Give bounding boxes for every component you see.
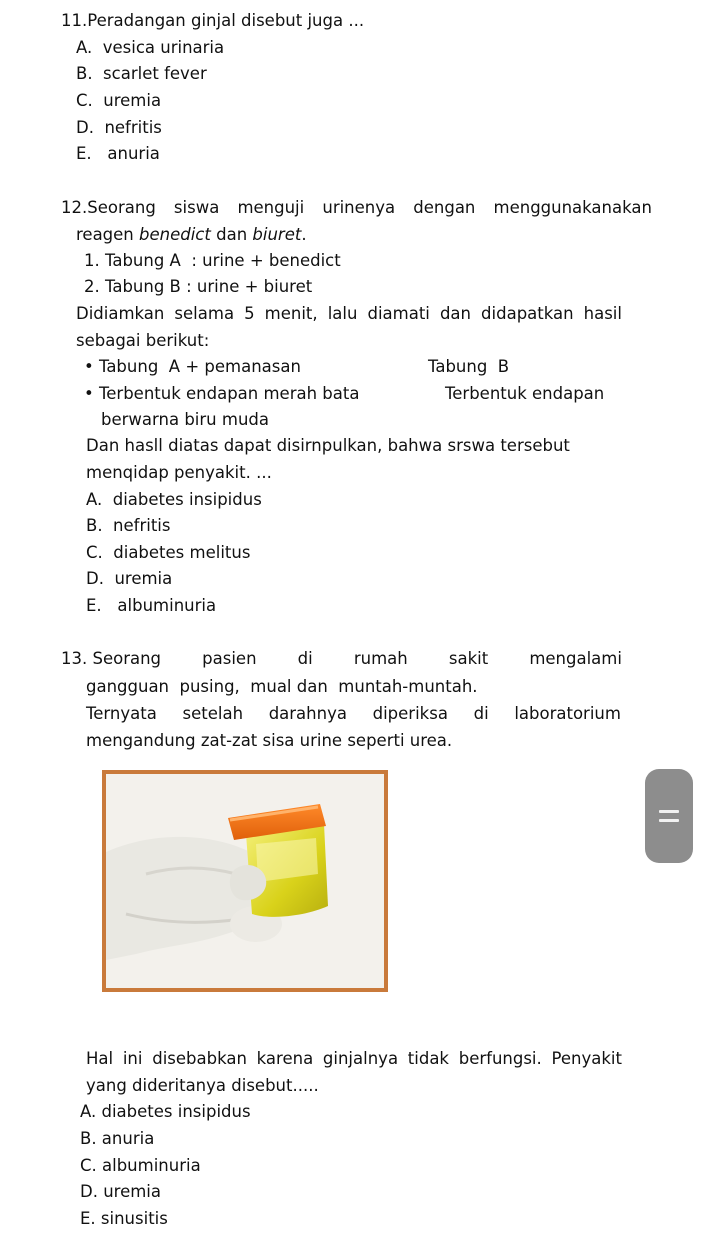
q11-option-b[interactable]: B. scarlet fever [76, 64, 207, 83]
word: siswa [173, 198, 220, 217]
word: dengan [413, 198, 476, 217]
word: karena [256, 1049, 314, 1068]
q13-after-line1 [86, 1048, 622, 1070]
grip-line [659, 819, 679, 822]
q13-stem-line3 [86, 703, 621, 725]
q13-option-a[interactable]: A. diabetes insipidus [80, 1102, 251, 1121]
word: tidak [407, 1049, 449, 1068]
word: Penyakit [551, 1049, 622, 1068]
q12-bullet2-cont: berwarna biru muda [101, 410, 269, 429]
q13-option-b[interactable]: B. anuria [80, 1129, 155, 1148]
word: menit, [264, 304, 318, 323]
reagent-benedict: benedict [139, 225, 211, 244]
q13-stem-line2: gangguan pusing, mual dan muntah-muntah. [86, 677, 478, 696]
word: ginjalnya [322, 1049, 399, 1068]
q12-option-b[interactable]: B. nefritis [86, 516, 171, 535]
q13-option-c[interactable]: C. albuminuria [80, 1156, 201, 1175]
q13-option-e[interactable]: E. sinusitis [80, 1209, 168, 1228]
word: lalu [327, 304, 358, 323]
q12-conclusion2: menqidap penyakit. ... [86, 463, 272, 482]
word: laboratorium [514, 704, 621, 723]
word: diamati [367, 304, 430, 323]
q12-bullet2-right: Terbentuk endapan [445, 384, 605, 403]
word: menggunakanakan [493, 198, 652, 217]
text: dan [210, 225, 253, 244]
urine-sample-illustration [106, 774, 384, 988]
text: reagen [76, 225, 140, 244]
q12-option-d[interactable]: D. uremia [86, 569, 173, 588]
q13-option-d[interactable]: D. uremia [80, 1182, 161, 1201]
word: dan [439, 304, 471, 323]
word: didapatkan [481, 304, 574, 323]
word: di [473, 704, 489, 723]
word: 5 [244, 304, 255, 323]
word: Ternyata [86, 704, 157, 723]
word: urinenya [322, 198, 396, 217]
q12-tube-b: 2. Tabung B : urine + biuret [84, 277, 313, 296]
q12-para-line2: sebagai berikut: [76, 331, 210, 350]
urine-sample-photo [102, 770, 388, 992]
word: ini [122, 1049, 143, 1068]
word: mengalami [529, 649, 622, 668]
q12-option-e[interactable]: E. albuminuria [86, 596, 217, 615]
word: darahnya [268, 704, 347, 723]
word: Didiamkan [76, 304, 165, 323]
q12-bullet2-left: • Terbentuk endapan merah bata [84, 384, 360, 403]
word: hasil [583, 304, 622, 323]
q12-stem-line2 [76, 224, 307, 246]
q13-stem-line4: mengandung zat-zat sisa urine seperti urea. [86, 731, 453, 750]
word: 13. Seorang [61, 649, 162, 668]
word: diperiksa [372, 704, 448, 723]
word: menguji [237, 198, 305, 217]
q13-stem-line1 [61, 648, 622, 670]
q12-conclusion1: Dan hasll diatas dapat disirnpulkan, bahwa srswa tersebut [86, 436, 570, 455]
q13-after-line2: yang dideritanya disebut..... [86, 1076, 319, 1095]
word: pasien [202, 649, 257, 668]
q12-option-c[interactable]: C. diabetes melitus [86, 543, 251, 562]
word: rumah [353, 649, 408, 668]
word: selama [174, 304, 235, 323]
q12-stem-line1 [61, 197, 652, 219]
word: di [297, 649, 313, 668]
word: disebabkan [152, 1049, 247, 1068]
word: 12.Seorang [61, 198, 156, 217]
q11-option-d[interactable]: D. nefritis [76, 118, 162, 137]
reagent-biuret: biuret [252, 225, 302, 244]
q12-bullet1-left: • Tabung A + pemanasan [84, 357, 301, 376]
word: berfungsi. [458, 1049, 542, 1068]
scroll-handle-icon[interactable] [645, 769, 693, 863]
word: Hal [86, 1049, 114, 1068]
word: setelah [182, 704, 244, 723]
q11-stem: 11.Peradangan ginjal disebut juga ... [61, 11, 365, 30]
q12-tube-a: 1. Tabung A : urine + benedict [84, 251, 341, 270]
text: . [301, 225, 307, 244]
word: sakit [448, 649, 489, 668]
q12-para-line1 [76, 303, 622, 325]
q11-option-c[interactable]: C. uremia [76, 91, 162, 110]
q12-bullet1-right: Tabung B [428, 357, 510, 376]
q11-option-a[interactable]: A. vesica urinaria [76, 38, 225, 57]
grip-line [659, 810, 679, 813]
q11-option-e[interactable]: E. anuria [76, 144, 160, 163]
q12-option-a[interactable]: A. diabetes insipidus [86, 490, 262, 509]
